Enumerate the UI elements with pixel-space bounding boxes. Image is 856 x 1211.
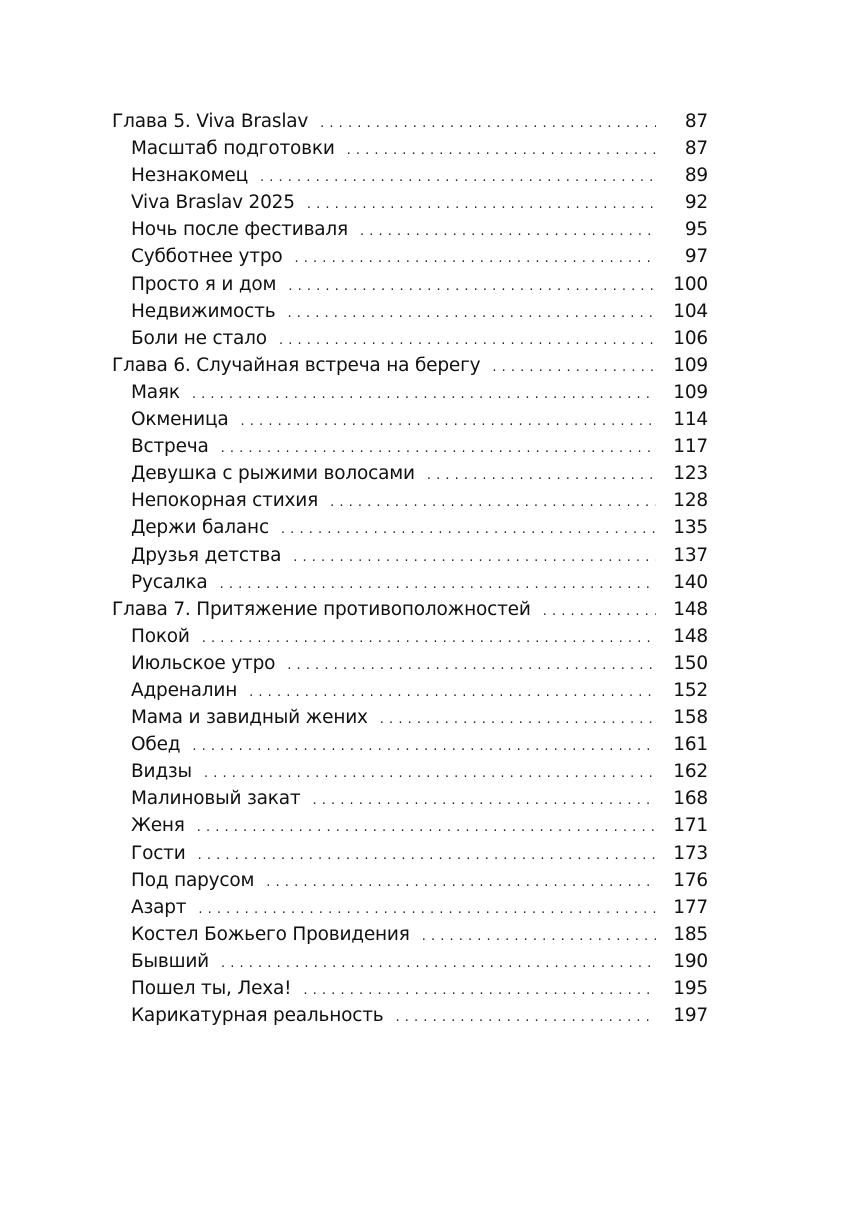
toc-section-entry: [112, 379, 708, 406]
dot-leader: [396, 1004, 656, 1031]
toc-section-entry: [112, 867, 708, 894]
page-number: 104: [673, 300, 708, 322]
page-number: 87: [684, 111, 708, 132]
page-number: 89: [684, 165, 708, 187]
section-title: Июльское утро: [131, 652, 276, 674]
page-number: 173: [673, 842, 708, 864]
dot-leader: [293, 544, 656, 571]
section-title: Видзы: [131, 761, 192, 783]
page-number: 177: [673, 896, 708, 918]
page-number: 190: [673, 950, 708, 972]
section-title: Боли не стало: [131, 327, 267, 349]
section-title: Покой: [131, 625, 190, 647]
toc-chapter-entry: [112, 596, 708, 623]
section-title: Держи баланс: [131, 517, 269, 539]
page-number: 109: [673, 354, 708, 376]
dot-leader: [288, 273, 656, 300]
dot-leader: [249, 679, 656, 706]
section-title: Русалка: [131, 571, 208, 593]
toc-section-entry: [112, 1002, 708, 1029]
toc-section-entry: [112, 623, 708, 650]
toc-section-entry: [112, 921, 708, 948]
page-number: 117: [673, 436, 708, 458]
page-number: 197: [673, 1005, 708, 1027]
section-title: Азарт: [131, 896, 187, 918]
dot-leader: [198, 896, 656, 923]
section-title: Адреналин: [131, 679, 238, 701]
page-number: 135: [673, 517, 708, 539]
toc-section-entry: [112, 894, 708, 921]
dot-leader: [347, 137, 656, 164]
dot-leader: [320, 110, 656, 137]
dot-leader: [307, 191, 656, 218]
page-number: 137: [673, 544, 708, 566]
toc-section-entry: [112, 758, 708, 785]
toc-section-entry: [112, 569, 708, 596]
page-number: 152: [673, 679, 708, 701]
page-number: 128: [673, 490, 708, 512]
section-title: Просто я и дом: [131, 273, 277, 295]
page-number: 140: [673, 571, 708, 593]
page-number: 97: [684, 246, 708, 268]
section-title: Viva Braslav 2025: [131, 192, 295, 214]
section-title: Костел Божьего Провидения: [131, 923, 410, 945]
section-title: Девушка с рыжими волосами: [131, 463, 415, 485]
page-number: 95: [684, 219, 708, 241]
table-of-contents: [112, 108, 708, 1029]
dot-leader: [221, 435, 656, 462]
toc-section-entry: [112, 975, 708, 1002]
page-number: 114: [673, 409, 708, 431]
toc-section-entry: [112, 677, 708, 704]
dot-leader: [303, 977, 656, 1004]
section-title: Недвижимость: [131, 300, 276, 322]
dot-leader: [330, 489, 656, 516]
chapter-title: Глава 7. Притяжение противоположностей: [112, 598, 531, 620]
section-title: Ночь после фестиваля: [131, 219, 348, 241]
section-title: Окменица: [131, 409, 229, 431]
section-title: Под парусом: [131, 869, 255, 891]
dot-leader: [202, 625, 656, 652]
toc-section-entry: [112, 243, 708, 270]
toc-section-entry: [112, 650, 708, 677]
dot-leader: [427, 462, 656, 489]
dot-leader: [287, 300, 656, 327]
dot-leader: [241, 408, 656, 435]
page-number: 106: [673, 327, 708, 349]
chapter-title: Глава 5. Viva Braslav: [112, 111, 309, 132]
toc-section-entry: [112, 135, 708, 162]
toc-section-entry: [112, 406, 708, 433]
toc-section-entry: [112, 514, 708, 541]
toc-section-entry: [112, 731, 708, 758]
section-title: Масштаб подготовки: [131, 138, 335, 160]
section-title: Мама и завидный жених: [131, 707, 368, 729]
dot-leader: [192, 733, 656, 760]
page-number: 171: [673, 815, 708, 837]
section-title: Друзья детства: [131, 544, 282, 566]
dot-leader: [492, 354, 656, 381]
page-number: 185: [673, 923, 708, 945]
dot-leader: [192, 381, 656, 408]
section-title: Женя: [131, 815, 185, 837]
page-number: 109: [673, 381, 708, 403]
page-number: 158: [673, 707, 708, 729]
page-number: 168: [673, 788, 708, 810]
dot-leader: [266, 869, 656, 896]
page-number: 176: [673, 869, 708, 891]
section-title: Субботнее утро: [131, 246, 283, 268]
section-title: Карикатурная реальность: [131, 1005, 384, 1027]
dot-leader: [260, 164, 656, 191]
page-number: 162: [673, 761, 708, 783]
dot-leader: [220, 571, 656, 598]
dot-leader: [279, 327, 656, 354]
toc-section-entry: [112, 325, 708, 352]
toc-section-entry: [112, 542, 708, 569]
toc-section-entry: [112, 948, 708, 975]
section-title: Встреча: [131, 436, 209, 458]
toc-section-entry: [112, 704, 708, 731]
page-number: 195: [673, 978, 708, 999]
dot-leader: [422, 923, 656, 950]
page-number: 92: [684, 192, 708, 214]
toc-section-entry: [112, 840, 708, 867]
toc-chapter-entry: [112, 352, 708, 379]
chapter-title: Глава 6. Случайная встреча на берегу: [112, 354, 481, 376]
dot-leader: [221, 950, 656, 977]
toc-section-entry: [112, 189, 708, 216]
section-title: Незнакомец: [131, 165, 248, 187]
dot-leader: [312, 787, 656, 814]
toc-section-entry: [112, 433, 708, 460]
dot-leader: [204, 760, 656, 787]
section-title: Обед: [131, 734, 181, 756]
section-title: Гости: [131, 842, 186, 864]
toc-section-entry: [112, 162, 708, 189]
toc-section-entry: [112, 216, 708, 243]
section-title: Пошел ты, Леха!: [131, 978, 292, 999]
toc-section-entry: [112, 271, 708, 298]
page-number: 87: [684, 138, 708, 160]
section-title: Непокорная стихия: [131, 490, 319, 512]
toc-chapter-entry: [112, 108, 708, 135]
toc-section-entry: [112, 812, 708, 839]
dot-leader: [295, 245, 656, 272]
dot-leader: [287, 652, 656, 679]
dot-leader: [197, 814, 656, 841]
dot-leader: [380, 706, 656, 733]
page-number: 123: [673, 463, 708, 485]
toc-section-entry: [112, 785, 708, 812]
section-title: Бывший: [131, 950, 209, 972]
section-title: Маяк: [131, 381, 180, 403]
toc-section-entry: [112, 487, 708, 514]
page-number: 161: [673, 734, 708, 756]
toc-section-entry: [112, 460, 708, 487]
dot-leader: [281, 516, 656, 543]
dot-leader: [360, 218, 656, 245]
dot-leader: [198, 842, 656, 869]
page-number: 148: [673, 625, 708, 647]
dot-leader: [543, 598, 656, 625]
page-number: 100: [673, 273, 708, 295]
page-number: 148: [673, 598, 708, 620]
page-number: 150: [673, 652, 708, 674]
toc-section-entry: [112, 298, 708, 325]
section-title: Малиновый закат: [131, 788, 301, 810]
